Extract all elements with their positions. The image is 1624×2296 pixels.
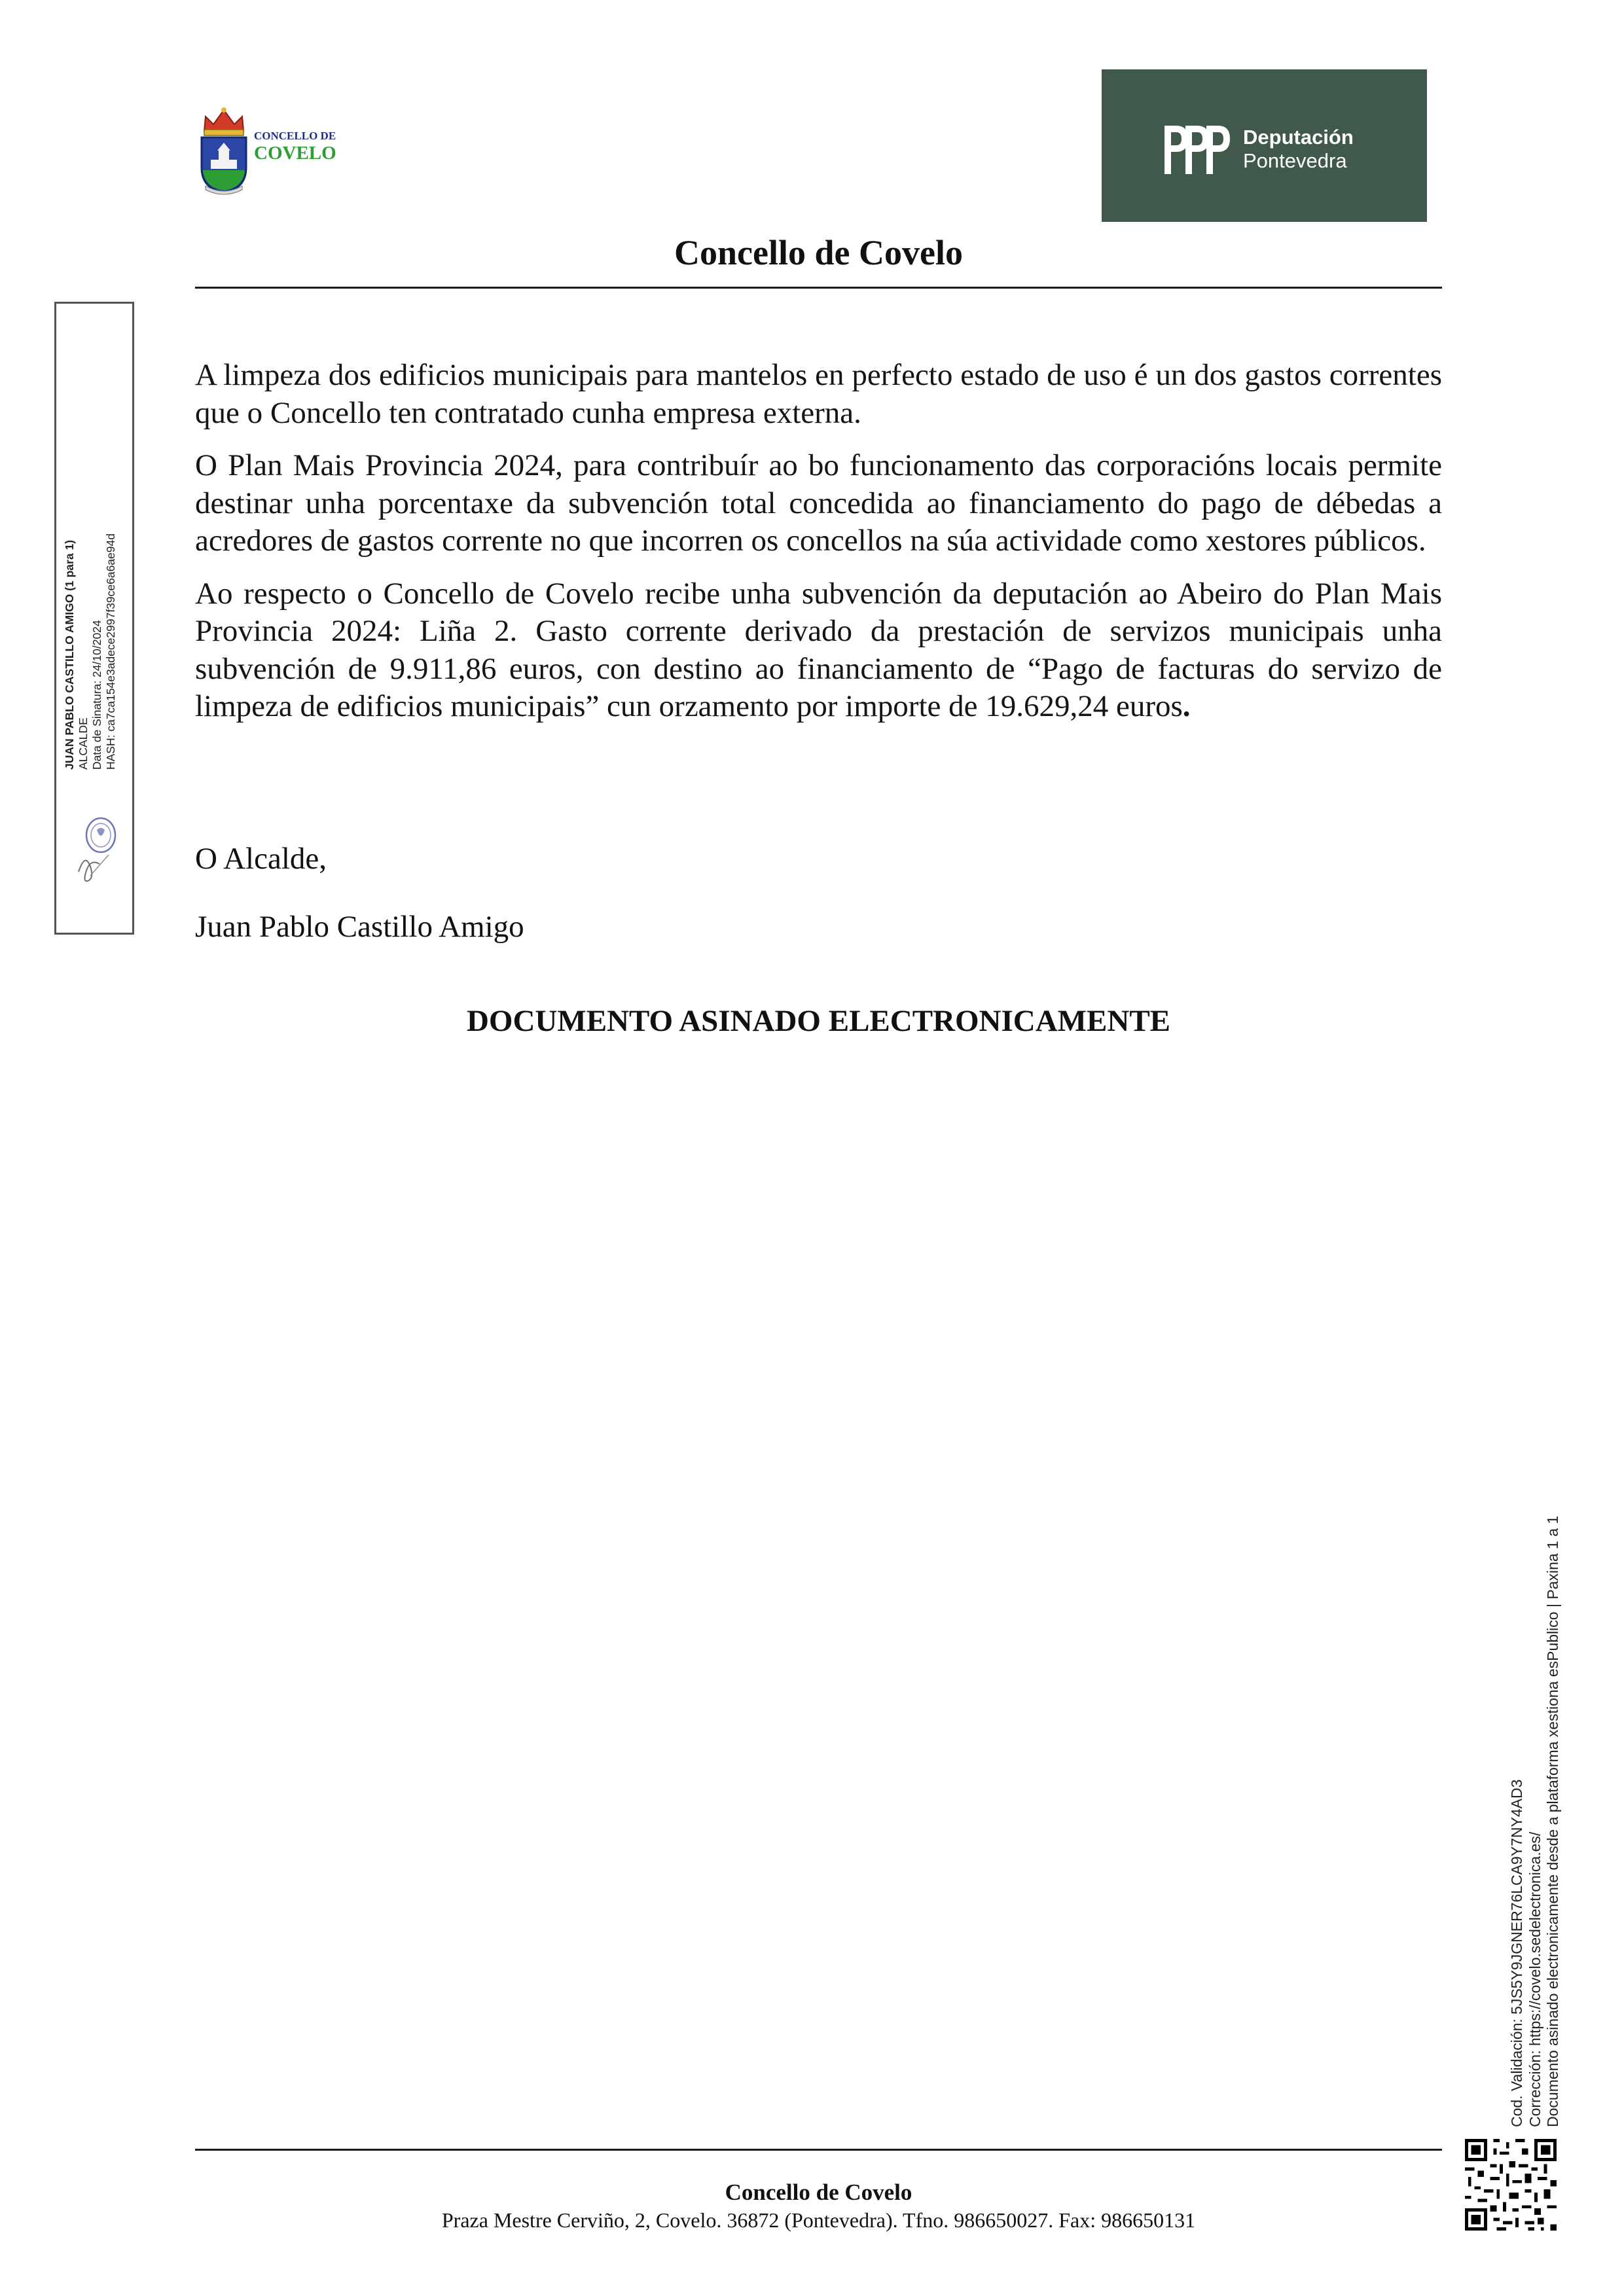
concello-covelo-logo (196, 105, 353, 196)
validation-code: Cod. Validación: 5JS5Y9JGNER76LCA9Y7NY4AD3 (1508, 1779, 1525, 2127)
electronic-signature-notice: DOCUMENTO ASINADO ELECTRONICAMENTE (466, 1004, 1171, 1038)
deputacion-subname: Pontevedra (1243, 149, 1347, 172)
validation-info (1508, 1453, 1562, 2127)
body-paragraph-3 (195, 575, 1442, 726)
covelo-logo-line2: COVELO (254, 143, 336, 164)
signature-role: ALCALDE (77, 717, 90, 770)
closing-role: O Alcalde, (195, 842, 327, 876)
document-body (195, 357, 1442, 741)
title-block (195, 229, 1442, 276)
closing-block (195, 840, 524, 946)
body-paragraph-3-period: . (1182, 689, 1191, 723)
footer-organization: Concello de Covelo (725, 2179, 912, 2205)
covelo-logo-line1: CONCELLO DE (254, 130, 336, 142)
body-paragraph-2: O Plan Mais Provincia 2024, para contribuír ao bo funcionamento das corporacións locais permite destinar unha porcentaxe da subvención total concedida ao financiamento do pago de débedas a acredores de gastos corrente no que incorren os concellos na súa actividade como xestores públicos. (195, 448, 1442, 558)
signature-signer: JUAN PABLO CASTILLO AMIGO (1 para 1) (63, 540, 76, 770)
closing-signer-name: Juan Pablo Castillo Amigo (195, 910, 524, 944)
body-paragraph-1: A limpeza dos edificios municipais para mantelos en perfecto estado de uso é un dos gastos correntes que o Concello ten contratado cunha empresa externa. (195, 358, 1442, 430)
signature-seal-icon (71, 813, 123, 885)
header-divider (195, 287, 1442, 289)
signature-hash: HASH: ca7ca154e3adece2997f39ce6a6ae94d (104, 533, 117, 770)
deputacion-pontevedra-logo (1102, 69, 1427, 222)
footer-divider (195, 2149, 1442, 2151)
coat-of-arms-icon (196, 105, 251, 195)
body-paragraph-3-text: Ao respecto o Concello de Covelo recibe unha subvención da deputación ao Abeiro do Plan Mais Provincia 2024: Liña 2. Gasto corrente derivado da prestación de servizos municipais unha subvención de 9.911,86 euros, con destino ao financiamento de “Pago de facturas do servizo de limpeza de edificios municipais” cun orzamento por importe de 19.629,24 euros (195, 576, 1442, 723)
signature-stamp-text (63, 482, 118, 770)
footer-address: Praza Mestre Cerviño, 2, Covelo. 36872 (Pontevedra). Tfno. 986650027. Fax: 986650131 (441, 2208, 1196, 2232)
validation-platform: Documento asinado electronicamente desde a plataforma xestiona esPublico | Paxina 1 a 1 (1544, 1515, 1561, 2127)
signature-date: Data de Sinatura: 24/10/2024 (90, 620, 103, 770)
qr-code-icon (1465, 2139, 1557, 2231)
deputacion-mark-icon (1162, 123, 1234, 177)
validation-url: Corrección: https://covelo.sedelectronica.es/ (1526, 1831, 1543, 2127)
page-title: Concello de Covelo (674, 233, 963, 272)
deputacion-name: Deputación (1243, 126, 1354, 149)
